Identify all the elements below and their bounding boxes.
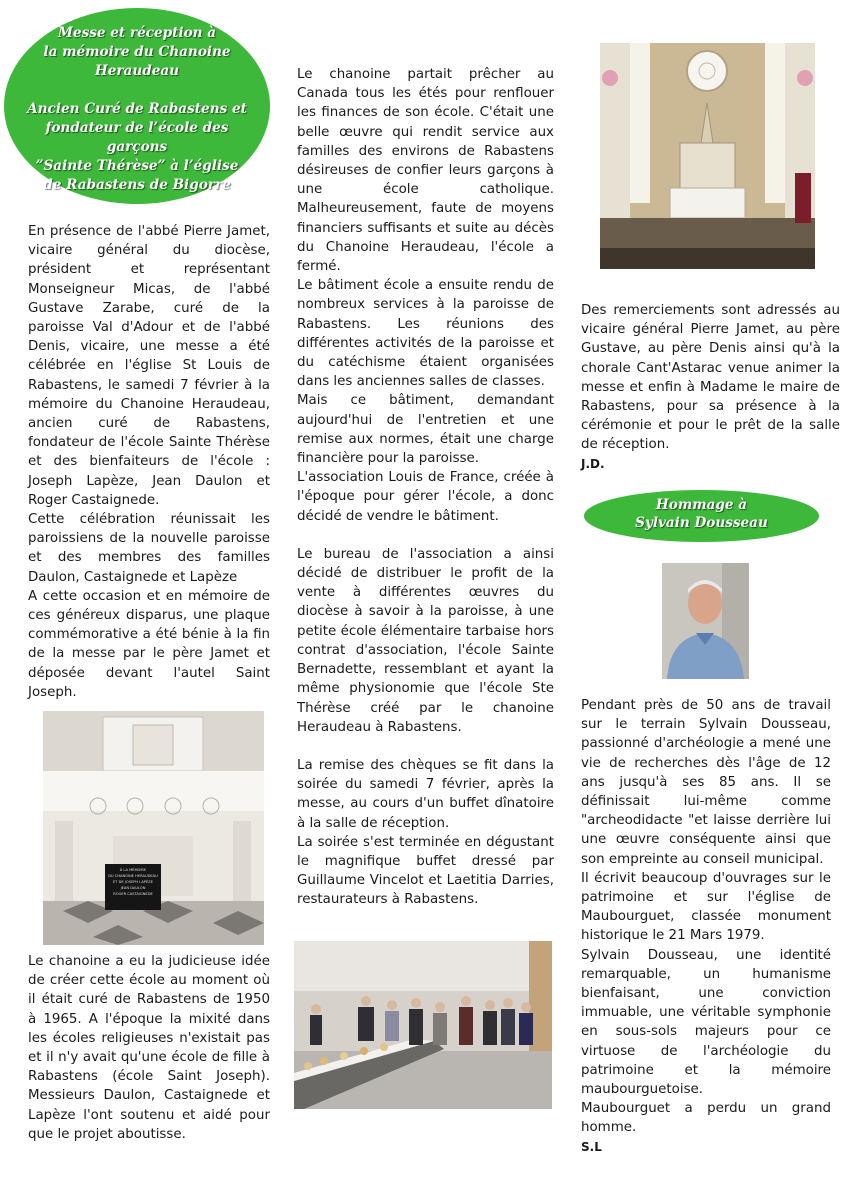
paragraph: Mais ce bâtiment, demandant aujourd'hui de l'entretien et une remise aux normes, était une charge financière pour la paroisse. <box>297 393 554 467</box>
title-line: ”Sainte Thérèse” à l’église <box>35 158 239 174</box>
memorial-plaque <box>105 864 161 910</box>
plaque-line: DU CHANOINE HERAUDEAU <box>108 874 158 878</box>
reception-photo <box>294 941 552 1109</box>
title-line: la mémoire du Chanoine <box>43 44 231 60</box>
paragraph: Il écrivit beaucoup d'ouvrages sur le patrimoine et sur l'église de Maubourguet, classée monument historique le 21 Mars 1979. <box>581 870 831 944</box>
title-line: fondateur de l’école des <box>45 120 229 136</box>
paragraph: Des remerciements sont adressés au vicaire général Pierre Jamet, au père Gustave, au père Denis ainsi qu'à la chorale Cant'Astarac venue animer la messe et enfin à Madame le maire de Rabastens, pour sa présence à la cérémonie et pour le prêt de la salle de réception. <box>581 303 840 453</box>
paragraph: A cette occasion et en mémoire de ces généreux disparus, une plaque commémorative a été bénie à la fin de la messe par le père Jamet et déposée devant l'autel Saint Joseph. <box>28 588 270 700</box>
paragraph: En présence de l'abbé Pierre Jamet, vicaire général du diocèse, président et représentant Monseigneur Micas, de l'abbé Gustave Zarabe, curé de la paroisse Val d'Adour et de l'abbé Denis, vicaire, une messe a été célébrée en l'église St Louis de Rabastens, le samedi 7 février à la mémoire du Chanoine Heraudeau, ancien curé de Rabastens, fondateur de l'école Sainte Thérèse et des bienfaiteurs de l'école : Joseph Lapèze, Jean Daulon et Roger Castaignede. <box>28 224 270 508</box>
church-interior-photo <box>600 43 815 269</box>
plaque-line: ET DE JOSEPH LAPÈZE <box>113 880 153 884</box>
column-2 <box>297 65 554 910</box>
altar-plaque-photo <box>43 711 264 945</box>
title-line: de Rabastens de Bigorre <box>43 177 231 193</box>
signature: S.L <box>581 1139 602 1154</box>
title-line: garçons <box>106 139 168 155</box>
article-2-title-oval <box>584 490 819 542</box>
paragraph: Le bâtiment école a ensuite rendu de nombreux services à la paroisse de Rabastens. Les réunions des différentes activités de la paroisse et du catéchisme étaient organisées dans les anciennes salles de classes. <box>297 278 554 390</box>
portrait-drawing <box>662 563 749 679</box>
paragraph: Maubourguet a perdu un grand homme. <box>581 1101 831 1136</box>
column-1-top <box>28 222 270 702</box>
paragraph: Le bureau de l'association a ainsi décidé de distribuer le profit de la vente à différentes œuvres du diocèse à savoir à la paroisse, à une petite école élémentaire tarbaise hors contrat d'association, l'école Sainte Bernadette, ressemblant et ayant la même physionomie que l'école Ste Thérèse créé par le chanoine Heraudeau à Rabastens. <box>297 546 554 735</box>
column-1-bottom <box>28 952 270 1144</box>
title-line: Messe et réception à <box>57 25 217 41</box>
title-line: Hommage à <box>655 497 748 513</box>
paragraph: Le chanoine a eu la judicieuse idée de créer cette école au moment où il était curé de Rabastens de 1950 à 1965. A l'époque la mixité dans les écoles religieuses n'existait pas et il n'y avait qu'une école de fille à Rabastens (école Saint Joseph). Messieurs Daulon, Castaignede et Lapèze l'ont soutenu et aidé pour que le projet aboutisse. <box>28 954 270 1142</box>
signature: J.D. <box>581 456 605 471</box>
church-drawing <box>600 43 815 269</box>
article-2-body <box>581 696 831 1157</box>
column-3 <box>581 301 840 474</box>
title-line: Sylvain Dousseau <box>635 515 768 531</box>
plaque-line: ROGER CASTAIGNEDE <box>113 892 153 896</box>
paragraph: Sylvain Dousseau, une identité remarquable, un humanisme bienfaisant, une conviction immuable, une véritable symphonie en sous-sols majeurs pour ce virtuose de l'archéologie du patrimoine et la mémoire maubourguetoise. <box>581 947 831 1098</box>
title-line: Heraudeau <box>94 63 180 79</box>
paragraph: Le chanoine partait prêcher au Canada tous les étés pour renflouer les finances de son école. C'était une belle œuvre qui rendit service aux familles des environs de Rabastens désireuses de confier leurs garçons à une école catholique. Malheureusement, faute de moyens financiers suffisants et suite au décès du Chanoine Heraudeau, l'école a fermé. <box>297 67 554 275</box>
plaque-line: À LA MÉMOIRE <box>119 868 147 872</box>
title-line: Ancien Curé de Rabastens et <box>27 101 247 117</box>
paragraph: Pendant près de 50 ans de travail sur le terrain Sylvain Dousseau, passionné d'archéologie a mené une vie de recherches dès l'âge de 12 ans jusqu'à ses 85 ans. Il se définissait lui-même comme "archeodidacte "et laisse derrière lui une œuvre conséquente ainsi que son empreinte au conseil municipal. <box>581 698 831 867</box>
paragraph: La soirée s'est terminée en dégustant le magnifique buffet dressé par Guillaume Vincelot et Laetitia Darries, restaurateurs à Rabastens. <box>297 834 554 908</box>
portrait-photo <box>662 563 749 679</box>
title-line <box>14 81 260 100</box>
paragraph: Cette célébration réunissait les paroissiens de la nouvelle paroisse et des membres des familles Daulon, Castaignede et Lapèze <box>28 512 270 585</box>
article-title-oval <box>4 8 270 204</box>
paragraph: La remise des chèques se fit dans la soirée du samedi 7 février, après la messe, au cours d'un buffet dînatoire à la salle de réception. <box>297 757 554 831</box>
reception-drawing <box>294 941 552 1109</box>
plaque-line: JEAN DAULON <box>120 886 146 890</box>
paragraph: L'association Louis de France, créée à l'époque pour gérer l'école, a donc décidé de vendre le bâtiment. <box>297 470 554 524</box>
